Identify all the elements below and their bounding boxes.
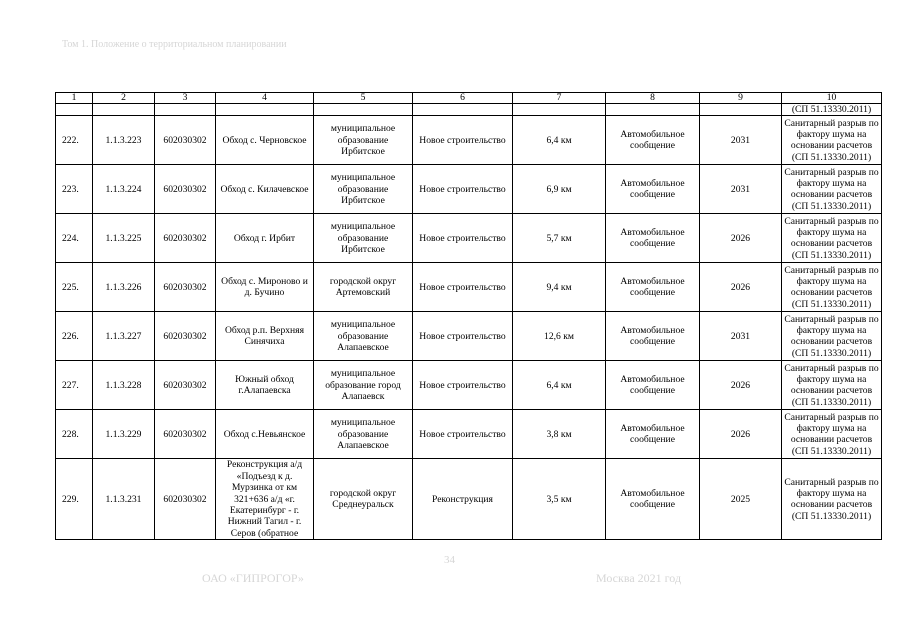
length-cell: 9,4 км [513, 263, 606, 312]
zone-cell: Санитарный разрыв по фактору шума на основании расчетов (СП 51.13330.2011) [782, 214, 882, 263]
row-number-cell: 228. [56, 410, 93, 459]
code-cell: 1.1.3.224 [93, 165, 155, 214]
classifier-cell: 602030302 [155, 214, 216, 263]
length-cell: 5,7 км [513, 214, 606, 263]
object-name-cell: Обход с.Невьянское [216, 410, 314, 459]
zone-cell: Санитарный разрыв по фактору шума на основании расчетов (СП 51.13330.2011) [782, 263, 882, 312]
code-cell: 1.1.3.223 [93, 116, 155, 165]
municipality-cell: муниципальное образование Ирбитское [314, 116, 413, 165]
municipality-cell: муниципальное образование город Алапаевск [314, 361, 413, 410]
table-row [56, 312, 882, 361]
object-name-cell: Обход с. Килачевское [216, 165, 314, 214]
object-name-cell: Обход с. Черновское [216, 116, 314, 165]
row-number-cell: 225. [56, 263, 93, 312]
municipality-cell: городской округ Артемовский [314, 263, 413, 312]
column-header: 2 [93, 93, 155, 104]
code-cell: 1.1.3.227 [93, 312, 155, 361]
work-type-cell: Реконструкция [413, 459, 513, 540]
column-header: 9 [700, 93, 782, 104]
table-row [56, 361, 882, 410]
work-type-cell: Новое строительство [413, 214, 513, 263]
classifier-cell: 602030302 [155, 459, 216, 540]
length-cell: 12,6 км [513, 312, 606, 361]
table-row [56, 459, 882, 540]
municipality-cell: муниципальное образование Ирбитское [314, 214, 413, 263]
year-cell: 2026 [700, 361, 782, 410]
footer-city-year: Москва 2021 год [596, 571, 682, 585]
zone-cell: Санитарный разрыв по фактору шума на основании расчетов (СП 51.13330.2011) [782, 459, 882, 540]
running-header: Том 1. Положение о территориальном планировании [62, 39, 287, 50]
object-name-cell: Обход с. Мироново и д. Бучино [216, 263, 314, 312]
municipality-cell: муниципальное образование Алапаевское [314, 410, 413, 459]
table-row [56, 263, 882, 312]
code-cell: 1.1.3.229 [93, 410, 155, 459]
zone-cell: Санитарный разрыв по фактору шума на основании расчетов (СП 51.13330.2011) [782, 116, 882, 165]
column-number-row [56, 93, 882, 104]
length-cell: 6,9 км [513, 165, 606, 214]
classifier-cell: 602030302 [155, 312, 216, 361]
year-cell: 2026 [700, 263, 782, 312]
municipality-cell: муниципальное образование Алапаевское [314, 312, 413, 361]
length-cell: 6,4 км [513, 361, 606, 410]
length-cell: 3,5 км [513, 459, 606, 540]
classifier-cell: 602030302 [155, 361, 216, 410]
column-header: 7 [513, 93, 606, 104]
classifier-cell: 602030302 [155, 165, 216, 214]
purpose-cell: Автомобильное сообщение [606, 116, 700, 165]
table-row [56, 116, 882, 165]
object-name-cell: Реконструкция а/д «Подъезд к д. Мурзинка от км 321+636 а/д «г. Екатеринбург - г. Нижний Тагил - г. Серов (обратное [216, 459, 314, 540]
work-type-cell: Новое строительство [413, 361, 513, 410]
code-cell: 1.1.3.225 [93, 214, 155, 263]
column-header: 6 [413, 93, 513, 104]
zone-cell: Санитарный разрыв по фактору шума на основании расчетов (СП 51.13330.2011) [782, 361, 882, 410]
page-number: 34 [444, 554, 455, 566]
object-name-cell: Южный обход г.Алапаевска [216, 361, 314, 410]
work-type-cell: Новое строительство [413, 410, 513, 459]
year-cell: 2031 [700, 165, 782, 214]
row-number-cell: 227. [56, 361, 93, 410]
row-number-cell: 222. [56, 116, 93, 165]
purpose-cell: Автомобильное сообщение [606, 263, 700, 312]
work-type-cell: Новое строительство [413, 165, 513, 214]
object-name-cell: Обход р.п. Верхняя Синячиха [216, 312, 314, 361]
length-cell: 6,4 км [513, 116, 606, 165]
column-header: 8 [606, 93, 700, 104]
work-type-cell: Новое строительство [413, 312, 513, 361]
column-header: 5 [314, 93, 413, 104]
row-number-cell: 223. [56, 165, 93, 214]
row-number-cell: 224. [56, 214, 93, 263]
table-row [56, 165, 882, 214]
work-type-cell: Новое строительство [413, 263, 513, 312]
year-cell: 2025 [700, 459, 782, 540]
table-row [56, 214, 882, 263]
purpose-cell: Автомобильное сообщение [606, 312, 700, 361]
year-cell: 2031 [700, 312, 782, 361]
purpose-cell: Автомобильное сообщение [606, 214, 700, 263]
column-header: 1 [56, 93, 93, 104]
classifier-cell: 602030302 [155, 116, 216, 165]
purpose-cell: Автомобильное сообщение [606, 459, 700, 540]
code-cell: 1.1.3.228 [93, 361, 155, 410]
zone-cell: Санитарный разрыв по фактору шума на основании расчетов (СП 51.13330.2011) [782, 410, 882, 459]
classifier-cell: 602030302 [155, 410, 216, 459]
zone-cell: Санитарный разрыв по фактору шума на основании расчетов (СП 51.13330.2011) [782, 312, 882, 361]
row-number-cell: 229. [56, 459, 93, 540]
column-header: 10 [782, 93, 882, 104]
year-cell: 2026 [700, 214, 782, 263]
continuation-row [56, 104, 882, 116]
purpose-cell: Автомобильное сообщение [606, 410, 700, 459]
length-cell: 3,8 км [513, 410, 606, 459]
purpose-cell: Автомобильное сообщение [606, 361, 700, 410]
data-table [55, 92, 882, 540]
year-cell: 2031 [700, 116, 782, 165]
footer-organization: ОАО «ГИПРОГОР» [202, 571, 304, 585]
work-type-cell: Новое строительство [413, 116, 513, 165]
code-cell: 1.1.3.231 [93, 459, 155, 540]
continuation-cell: (СП 51.13330.2011) [782, 104, 882, 116]
classifier-cell: 602030302 [155, 263, 216, 312]
zone-cell: Санитарный разрыв по фактору шума на основании расчетов (СП 51.13330.2011) [782, 165, 882, 214]
row-number-cell: 226. [56, 312, 93, 361]
column-header: 3 [155, 93, 216, 104]
year-cell: 2026 [700, 410, 782, 459]
object-name-cell: Обход г. Ирбит [216, 214, 314, 263]
column-header: 4 [216, 93, 314, 104]
code-cell: 1.1.3.226 [93, 263, 155, 312]
table-row [56, 410, 882, 459]
municipality-cell: городской округ Среднеуральск [314, 459, 413, 540]
purpose-cell: Автомобильное сообщение [606, 165, 700, 214]
municipality-cell: муниципальное образование Ирбитское [314, 165, 413, 214]
